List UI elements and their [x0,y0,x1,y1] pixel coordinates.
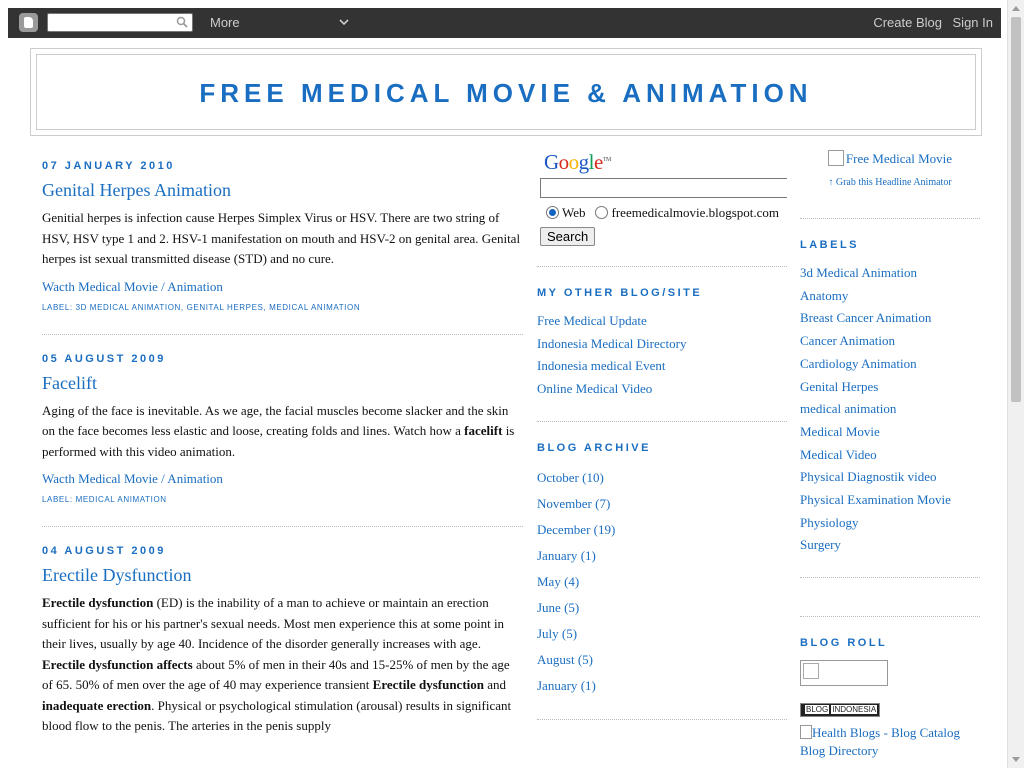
archive-item [537,465,787,491]
archive-count: (7) [595,495,611,511]
chevron-down-icon[interactable] [338,16,350,28]
sign-in-link[interactable]: Sign In [952,15,993,30]
archive-item [537,673,787,699]
label-link[interactable]: MEDICAL ANIMATION [269,302,361,312]
search-icon[interactable] [176,16,188,28]
label-item[interactable]: Anatomy [800,287,849,303]
page-scrollbar[interactable] [1007,0,1024,768]
grab-headline-link[interactable]: ↑ Grab this Headline Animator [828,177,952,188]
label-prefix: LABEL: [42,302,73,312]
post-title[interactable]: Erectile Dysfunction [42,565,192,585]
blog-archive-title: BLOG ARCHIVE [537,441,651,454]
label-item[interactable]: Genital Herpes [800,378,879,394]
blog-header-inner [36,54,976,130]
blog-roll-title: BLOG ROLL [800,637,888,650]
create-blog-link[interactable]: Create Blog [873,15,942,30]
post-watch-link[interactable]: Wacth Medical Movie / Animation [42,471,223,486]
archive-month-link[interactable]: October [537,469,579,485]
label-item[interactable]: Cardiology Animation [800,355,917,371]
label-item[interactable]: Medical Video [800,446,877,462]
blog-archive-list [537,465,787,699]
more-menu[interactable]: More [210,15,240,30]
other-blogs-title: MY OTHER BLOG/SITE [537,287,703,299]
archive-month-link[interactable]: December [537,521,591,537]
archive-item [537,543,787,569]
label-item[interactable]: Breast Cancer Animation [800,310,932,326]
archive-month-link[interactable]: January [537,547,578,563]
archive-item [537,647,787,673]
post-date: 07 JANUARY 2010 [42,160,175,172]
blogger-logo-icon[interactable] [19,13,38,32]
label-item[interactable]: Physical Diagnostik video [800,469,937,485]
other-blog-link[interactable]: Indonesia medical Event [537,358,666,374]
archive-count: (5) [564,599,580,615]
divider [537,421,787,422]
divider [537,719,787,720]
google-search-input[interactable] [540,178,787,198]
label-item[interactable]: Physiology [800,514,859,530]
archive-item [537,517,787,543]
post-body: Erectile dysfunction (ED) is the inability of a man to achieve or maintain an erection sufficient for his or his partner's sexual needs. Most men experience this at some point in their lives, usually by age 40. Incidence of the disorder generally increases with age. Erectile dysfunction affects about 5% of men in their 40s and 15-25% of men by the age of 65. 50% of men over the age of 40 may experience transient Erectile dysfunction and inadequate erection. Physical or psychological stimulation (arousal) results in significant blood flow to the penis. The arteries in the penis supply [42,595,512,733]
other-blog-link[interactable]: Indonesia Medical Directory [537,335,687,351]
label-link[interactable]: MEDICAL ANIMATION [75,495,167,504]
post-date: 04 AUGUST 2009 [42,545,166,557]
divider [800,577,980,578]
archive-count: (1) [580,677,596,693]
labels-title: LABELS [800,239,859,251]
blogroll-image[interactable] [800,660,888,686]
archive-month-link[interactable]: June [537,599,561,615]
scroll-down-arrow-icon[interactable] [1012,757,1020,762]
archive-count: (1) [580,547,596,563]
radio-site[interactable] [595,206,608,219]
archive-count: (19) [593,521,616,537]
headline-animator-image[interactable]: Free Medical Movie [800,150,980,167]
main-column [42,160,523,777]
post-body: Aging of the face is inevitable. As we age, the facial muscles become slacker and the skin on the face becomes less elastic and loose, creating folds and lines. Watch how a facelift is performed with this video animation. [42,402,515,459]
scroll-thumb[interactable] [1011,17,1021,402]
divider [537,266,787,267]
broken-image-icon [800,725,812,739]
post-date: 05 AUGUST 2009 [42,352,166,365]
archive-month-link[interactable]: November [537,495,592,511]
archive-item [537,569,787,595]
divider [800,218,980,219]
search-scope-radios [546,205,787,221]
sidebar-left [537,150,787,740]
label-item[interactable]: Physical Examination Movie [800,492,951,508]
label-item[interactable]: 3d Medical Animation [800,265,917,280]
radio-site-label: freemedicalmovie.blogspot.com [611,205,780,220]
label-link[interactable]: 3D MEDICAL ANIMATION [75,302,181,312]
archive-count: (5) [561,625,578,641]
labels-list [800,262,980,557]
blog-title[interactable]: FREE MEDICAL MOVIE & ANIMATION [199,78,813,108]
archive-month-link[interactable]: July [537,625,559,641]
broken-image-icon [828,150,844,166]
archive-count: (5) [577,651,593,667]
health-blogs-link[interactable]: Health Blogs - Blog Catalog Blog Directory [800,725,961,759]
archive-month-link[interactable]: May [537,573,561,589]
archive-count: (10) [582,469,604,485]
archive-item [537,491,787,517]
label-item[interactable]: Medical Movie [800,423,880,439]
post [42,160,523,335]
post-title[interactable]: Genital Herpes Animation [42,180,231,200]
post-body: Genitial herpes is infection cause Herpes Simplex Virus or HSV. There are two string of HSV, HSV type 1 and 2. HSV-1 manifestation on mouth and HSV-2 on genital area. Genital herpes ist sexual transmitted disease (STD) and no cure. [42,210,521,266]
google-search-button[interactable]: Search [540,227,595,246]
blog-header [30,48,982,136]
label-item[interactable]: medical animation [800,401,897,417]
label-item[interactable]: Cancer Animation [800,333,895,349]
blogger-navbar [8,8,1001,38]
post-labels: LABEL: 3D MEDICAL ANIMATION, GENITAL HERPES, MEDICAL ANIMATION [42,302,361,312]
sidebar-right [800,150,980,760]
archive-item [537,621,787,647]
broken-image-icon [803,663,819,679]
other-blogs-list [537,310,787,401]
archive-month-link[interactable]: January [537,677,578,693]
post-title[interactable]: Facelift [42,372,97,393]
archive-count: (4) [564,573,580,589]
radio-web[interactable] [546,206,559,219]
post [42,353,523,528]
navbar-search-input[interactable] [47,13,193,32]
post [42,545,523,759]
label-prefix: LABEL: [42,495,73,504]
archive-month-link[interactable]: August [537,651,575,667]
post-watch-link[interactable]: Wacth Medical Movie / Animation [42,278,223,294]
post-labels [42,495,523,504]
radio-web-label: Web [562,205,586,220]
archive-item [537,595,787,621]
label-link[interactable]: GENITAL HERPES [186,302,264,312]
other-blog-link[interactable]: Online Medical Video [537,381,653,397]
other-blog-link[interactable]: Free Medical Update [537,313,647,328]
divider [800,616,980,617]
scroll-up-arrow-icon[interactable] [1012,6,1020,11]
blog-indonesia-badge[interactable]: BLOG INDONESIA [800,703,880,717]
label-item[interactable]: Surgery [800,537,841,553]
google-logo: Google™ [544,150,611,174]
